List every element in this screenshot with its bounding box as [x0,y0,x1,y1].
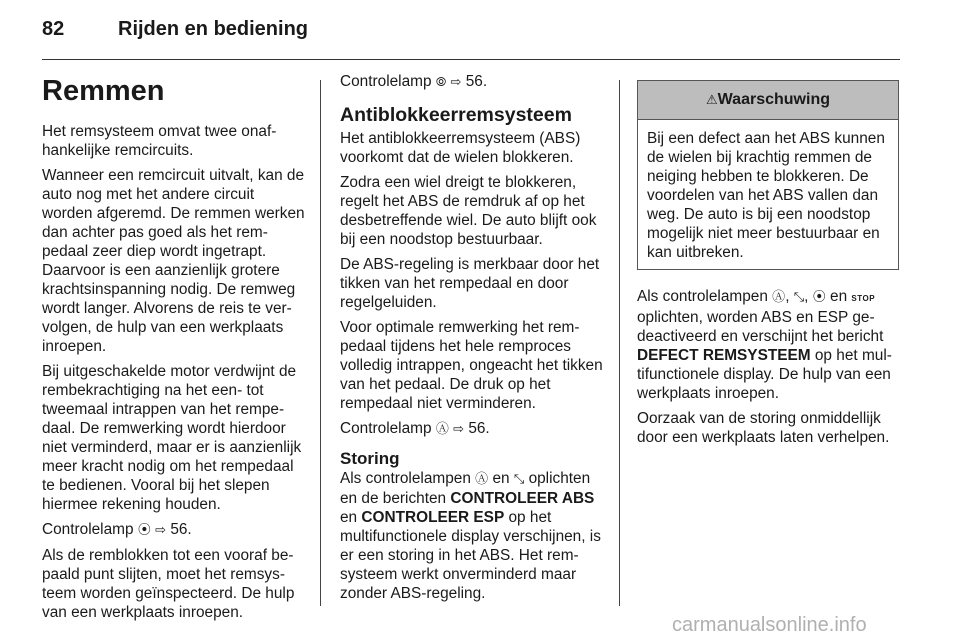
paragraph: Als controlelampen Ⓐ en ⤡ oplichten en de berichten CONTROLEER ABS en CONTROLEER ESP op het multifunctionele display verschijnen, is er een storing in het ABS. Het remsysteem werkt onverminderd maar zonder ABS-regeling. [340,470,601,602]
header-rule [42,59,900,60]
warning-header: ⚠Waarschuwing [638,81,898,120]
chapter-title: Rijden en bediening [118,18,309,40]
warning-text: Bij een defect aan het ABS kunnen de wielen bij krachtig remmen de neiging hebben te blokkeren. De voordelen van het ABS vallen dan weg. De auto is bij een noodstop mogelijk niet meer bestuurbaar en kan uitbreken. [647,130,885,261]
paragraph: Voor optimale remwerking het rempedaal tijdens het hele remproces volledig intrappen, ongeacht het tikken van het pedaal. De druk op het rempedaal niet verminderen. [340,319,603,412]
stop-icon: STOP [851,294,876,303]
warning-box [637,80,899,270]
watermark: carmanualsonline.info [672,614,867,636]
cross-reference: Controlelamp Ⓐ ⇨ 56. [340,420,490,437]
subsection-heading: Storing [340,449,400,468]
paragraph: De ABS-regeling is merkbaar door het tikken van het rempedaal en door regelgeluiden. [340,256,600,311]
page-header [42,18,308,41]
paragraph: Bij uitgeschakelde motor verdwijnt de rembekrachtiging na het een- tot tweemaal intrappen van het rempedaal. De remwerking wordt hierdoor niet verminderd, maar er is aanzienlijk meer kracht nodig om het rempedaal te bedienen. Vooral bij het slepen hiermee rekening houden. [42,363,302,513]
esp-icon: ⤡ [793,290,805,305]
esp-icon: ⤡ [513,472,525,487]
warning-triangle-icon: ⚠ [706,93,718,108]
brake-system-icon: ⦾ [435,75,447,90]
page-reference-icon: ⇨ [450,75,462,90]
abs-icon: Ⓐ [435,422,449,437]
paragraph: Als de remblokken tot een vooraf bepaald punt slijten, moet het remsysteem worden geïnspecteerd. De hulp van een werkplaats inroepen. [42,547,295,621]
abs-icon: Ⓐ [475,472,489,487]
cross-reference: Controlelamp ⦿ ⇨ 56. [42,521,192,538]
paragraph: Wanneer een remcircuit uitvalt, kan de auto nog met het andere circuit worden afgeremd. De remmen werken dan achter pas goed als het rempedaal zeer diep wordt ingetrapt. Daarvoor is een aanzienlijk grotere krachtsinspanning nodig. De remweg wordt langer. Alvorens de reis te vervolgen, de hulp van een werkplaats inroepen. [42,167,305,355]
column-3 [637,72,899,453]
paragraph: Het antiblokkeerremsysteem (ABS) voorkomt dat de wielen blokkeren. [340,130,581,166]
paragraph: Zodra een wiel dreigt te blokkeren, regelt het ABS de remdruk af op het desbetreffende wiel. De auto blijft ook bij een noodstop bestuurbaar. [340,174,597,248]
column-1 [42,72,306,628]
paragraph: Oorzaak van de storing onmiddellijk door een werkplaats laten verhelpen. [637,410,890,446]
brake-warning-icon: ⦿ [137,523,151,538]
page-reference-icon: ⇨ [155,523,167,538]
paragraph: Het remsysteem omvat twee onafhankelijke remcircuits. [42,123,277,159]
section-title: Remmen [42,75,165,107]
column-divider [320,80,321,606]
brake-warning-icon: ⦿ [812,290,826,305]
column-2 [340,72,604,609]
page-reference-icon: ⇨ [453,422,465,437]
abs-icon: Ⓐ [772,290,786,305]
column-divider [619,80,620,606]
cross-reference: Controlelamp ⦾ ⇨ 56. [340,73,488,90]
paragraph: Als controlelampen Ⓐ, ⤡, ⦿ en STOP oplichten, worden ABS en ESP gedeactiveerd en verschijnt het bericht DEFECT REMSYSTEEM op het multifunctionele display. De hulp van een werkplaats inroepen. [637,288,892,402]
page-number: 82 [42,18,65,40]
section-heading: Antiblokkeerremsysteem [340,104,572,126]
